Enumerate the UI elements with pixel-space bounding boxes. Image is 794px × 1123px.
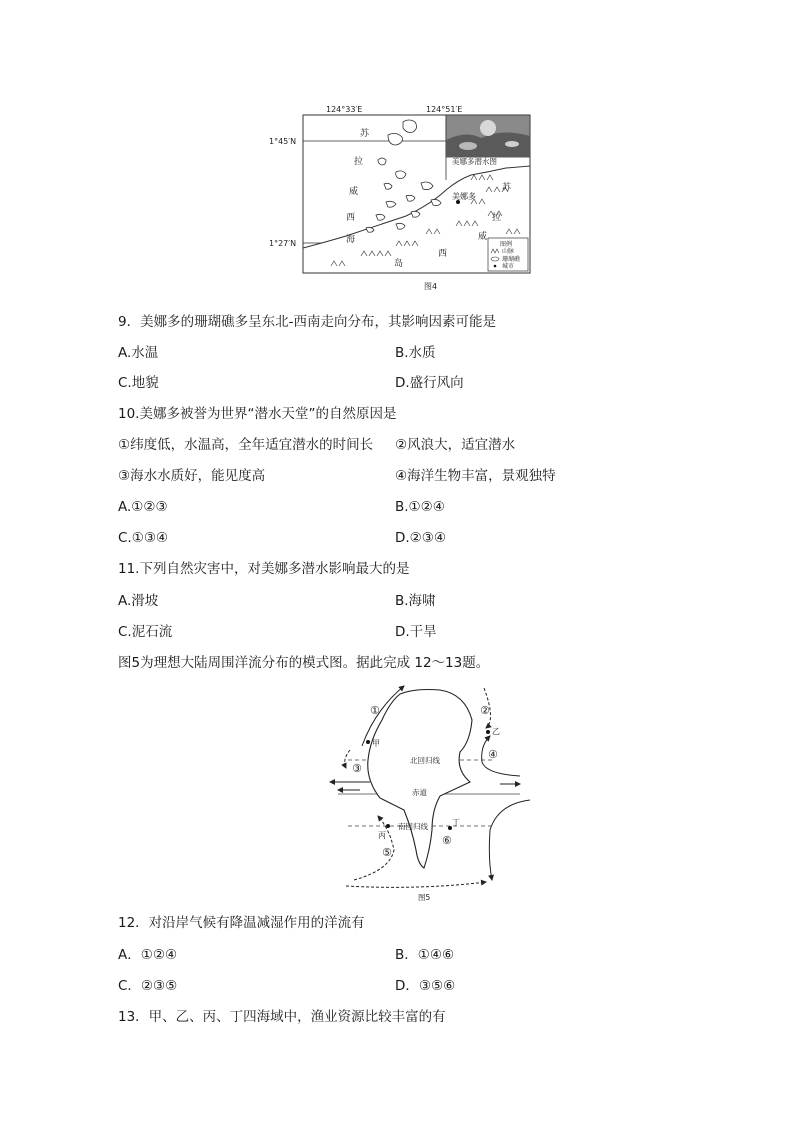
lon-right-label: 124°51′E bbox=[426, 105, 463, 114]
q9-option-a[interactable]: A.水温 bbox=[118, 345, 159, 361]
current-label-2: ② bbox=[480, 704, 490, 717]
q12-stem: 12．对沿岸气候有降温减湿作用的洋流有 bbox=[118, 915, 365, 931]
lat-top-label: 1°45′N bbox=[269, 137, 297, 146]
current-label-5: ⑤ bbox=[382, 846, 392, 859]
island-char-3: 威 bbox=[478, 232, 488, 242]
legend-reef: 珊瑚礁 bbox=[502, 256, 521, 263]
current-label-4: ④ bbox=[488, 748, 498, 761]
q10-option-a[interactable]: A.①②③ bbox=[118, 499, 168, 515]
q11-option-c[interactable]: C.泥石流 bbox=[118, 624, 173, 640]
point-bing-label: 丙 bbox=[378, 831, 386, 840]
point-jia-label: 甲 bbox=[372, 739, 380, 748]
island-char-2: 拉 bbox=[492, 213, 502, 223]
q12-option-a[interactable]: A．①②④ bbox=[118, 947, 178, 963]
q11-option-a[interactable]: A.滑坡 bbox=[118, 593, 159, 609]
figure-5 bbox=[320, 680, 530, 904]
figure-5-caption: 图5 bbox=[418, 893, 431, 902]
island-char-1: 苏 bbox=[502, 183, 512, 193]
lat-bottom-label: 1°27′N bbox=[269, 239, 297, 248]
legend-city: 城市 bbox=[502, 263, 515, 270]
q13-stem: 13．甲、乙、丙、丁四海域中，渔业资源比较丰富的有 bbox=[118, 1009, 446, 1025]
inset-caption: 美娜多潜水图 bbox=[452, 157, 497, 166]
legend-reef-icon bbox=[491, 257, 499, 261]
legend-mountain: 山脉 bbox=[502, 248, 515, 255]
city-label: 美娜多 bbox=[452, 192, 476, 201]
q12-option-d[interactable]: D．③⑤⑥ bbox=[395, 978, 456, 994]
legend-title: 图例 bbox=[500, 241, 513, 248]
q9-stem: 9．美娜多的珊瑚礁多呈东北-西南走向分布，其影响因素可能是 bbox=[118, 314, 496, 330]
point-yi-dot bbox=[486, 730, 490, 734]
point-bing-dot bbox=[386, 824, 390, 828]
figure-5-diagram bbox=[320, 680, 530, 904]
q10-option-d[interactable]: D.②③④ bbox=[395, 530, 446, 546]
tropic-of-cancer-label: 北回归线 bbox=[410, 756, 440, 765]
q12-option-c[interactable]: C．②③⑤ bbox=[118, 978, 178, 994]
q10-item-2: ②风浪大，适宜潜水 bbox=[395, 437, 516, 453]
continent bbox=[368, 690, 472, 869]
q11-stem: 11.下列自然灾害中，对美娜多潜水影响最大的是 bbox=[118, 561, 410, 577]
figure-4-map bbox=[266, 100, 538, 296]
q10-option-c[interactable]: C.①③④ bbox=[118, 530, 169, 546]
q12-option-b[interactable]: B．①④⑥ bbox=[395, 947, 455, 963]
sea-char-2: 拉 bbox=[354, 157, 364, 167]
q11-option-d[interactable]: D.干旱 bbox=[395, 624, 437, 640]
q9-option-c[interactable]: C.地貌 bbox=[118, 375, 159, 391]
sea-char-1: 苏 bbox=[360, 129, 370, 139]
q11-option-b[interactable]: B.海啸 bbox=[395, 593, 436, 609]
q9-option-d[interactable]: D.盛行风向 bbox=[395, 375, 464, 391]
current-label-3: ③ bbox=[352, 762, 362, 775]
figure-4 bbox=[266, 100, 538, 296]
sea-char-3: 威 bbox=[349, 187, 359, 197]
q10-stem: 10.美娜多被誉为世界“潜水天堂”的自然原因是 bbox=[118, 406, 397, 422]
q10-item-3: ③海水水质好，能见度高 bbox=[118, 468, 266, 484]
current-label-6: ⑥ bbox=[442, 834, 452, 847]
q9-option-b[interactable]: B.水质 bbox=[395, 345, 436, 361]
island-char-4: 西 bbox=[438, 249, 448, 259]
lon-left-label: 124°33′E bbox=[326, 105, 363, 114]
figure-5-intro: 图5为理想大陆周围洋流分布的模式图。据此完成 12～13题。 bbox=[118, 655, 490, 671]
current-label-1: ① bbox=[370, 704, 380, 717]
tropic-of-capricorn-label: 南回归线 bbox=[398, 822, 428, 831]
point-ding-label: 丁 bbox=[452, 818, 460, 827]
q10-option-b[interactable]: B.①②④ bbox=[395, 499, 445, 515]
q10-item-1: ①纬度低，水温高，全年适宜潜水的时间长 bbox=[118, 437, 374, 453]
legend-city-icon bbox=[494, 265, 497, 268]
equator-label: 赤道 bbox=[412, 788, 427, 797]
q10-item-4: ④海洋生物丰富，景观独特 bbox=[395, 468, 556, 484]
point-jia-dot bbox=[366, 740, 370, 744]
figure-4-caption: 图4 bbox=[424, 282, 438, 291]
point-yi-label: 乙 bbox=[492, 727, 500, 736]
map-legend bbox=[488, 238, 528, 271]
island-char-5: 岛 bbox=[394, 259, 404, 269]
sea-char-5: 海 bbox=[346, 235, 356, 245]
sea-char-4: 西 bbox=[346, 213, 356, 223]
